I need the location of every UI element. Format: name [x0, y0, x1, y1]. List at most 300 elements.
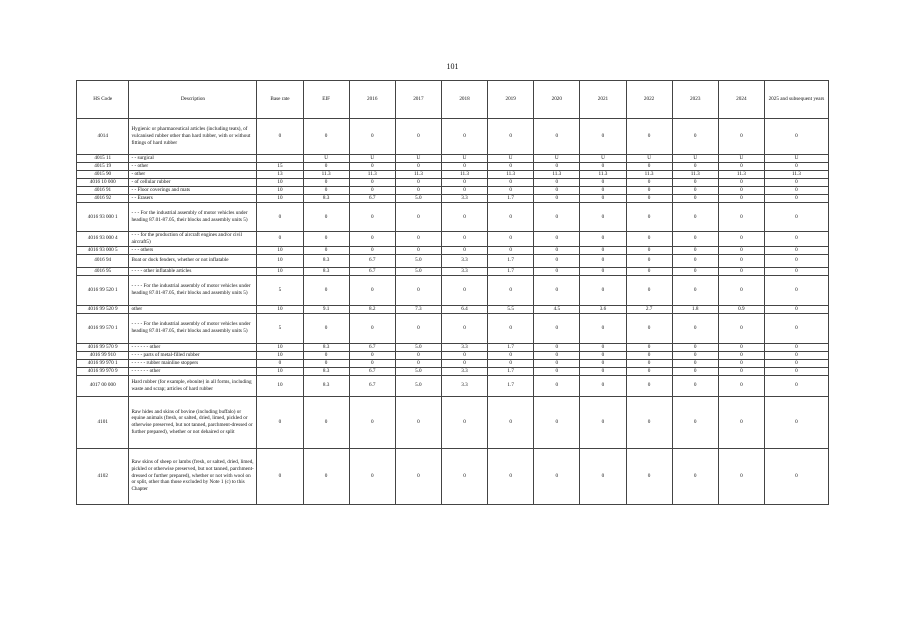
table-row: [77, 232, 829, 247]
rate-cell: 0: [580, 246, 626, 254]
rate-cell: 2.7: [626, 305, 672, 313]
hs-code-cell: 4015 19: [77, 163, 129, 171]
table-row: [77, 396, 829, 448]
rate-cell: U: [441, 155, 487, 163]
description-cell: Raw hides and skins of bovine (including buffalo) or equine animals (fresh, or salted, dried, limed, pickled or otherwise preserved, but not tanned, parchment-dressed or further prepared), whether or not dehaired or split: [129, 396, 257, 448]
rate-cell: 0: [441, 396, 487, 448]
rate-cell: 0: [441, 203, 487, 232]
rate-cell: 0: [718, 187, 764, 195]
rate-cell: 0: [580, 195, 626, 203]
rate-cell: 7.3: [395, 305, 441, 313]
rate-cell: 0: [718, 396, 764, 448]
table-row: [77, 267, 829, 275]
rate-cell: 1.7: [488, 267, 534, 275]
rate-cell: 0: [488, 232, 534, 247]
rate-cell: 0: [626, 187, 672, 195]
description-cell: - - - - parts of metal-filled rubber: [129, 351, 257, 359]
rate-cell: 0: [395, 246, 441, 254]
rate-cell: 0: [580, 396, 626, 448]
rate-cell: 0: [626, 254, 672, 267]
rate-cell: 1.7: [488, 367, 534, 375]
rate-cell: 0: [626, 267, 672, 275]
rate-cell: 11.3: [764, 171, 828, 179]
description-cell: - - - others: [129, 246, 257, 254]
column-header: 2019: [488, 81, 534, 119]
rate-cell: 8.2: [349, 305, 395, 313]
rate-cell: 0: [441, 179, 487, 187]
rate-cell: 0: [672, 119, 718, 155]
rate-cell: 0: [488, 119, 534, 155]
rate-cell: 0: [626, 396, 672, 448]
rate-cell: 0: [626, 375, 672, 396]
rate-cell: 0: [764, 448, 828, 504]
rate-cell: 0: [534, 375, 580, 396]
rate-cell: 0: [718, 267, 764, 275]
base-rate-cell: 15: [257, 163, 303, 171]
rate-cell: 0: [580, 351, 626, 359]
rate-cell: 0: [718, 232, 764, 247]
table-row: [77, 343, 829, 351]
rate-cell: 0: [534, 254, 580, 267]
rate-cell: 0: [534, 275, 580, 305]
column-header: 2017: [395, 81, 441, 119]
rate-cell: 3.3: [441, 254, 487, 267]
rate-cell: 3.3: [441, 375, 487, 396]
rate-cell: 0: [488, 187, 534, 195]
hs-code-cell: 4016 99 970 1: [77, 359, 129, 367]
rate-cell: 0: [672, 396, 718, 448]
hs-code-cell: 4102: [77, 448, 129, 504]
hs-code-cell: 4015 11: [77, 155, 129, 163]
rate-cell: 0: [672, 359, 718, 367]
rate-cell: 0: [764, 351, 828, 359]
rate-cell: 0: [303, 351, 349, 359]
rate-cell: 0: [764, 232, 828, 247]
rate-cell: 0: [303, 448, 349, 504]
rate-cell: 11.3: [534, 171, 580, 179]
hs-code-cell: 4016 93 000 4: [77, 232, 129, 247]
rate-cell: 8.3: [303, 195, 349, 203]
rate-cell: 0: [395, 119, 441, 155]
rate-cell: 1.7: [488, 375, 534, 396]
rate-cell: 0: [395, 351, 441, 359]
rate-cell: 0: [395, 179, 441, 187]
rate-cell: 0: [488, 203, 534, 232]
rate-cell: 0: [534, 313, 580, 343]
rate-cell: 6.7: [349, 267, 395, 275]
column-header: EIF: [303, 81, 349, 119]
rate-cell: 0: [672, 267, 718, 275]
rate-cell: 11.3: [395, 171, 441, 179]
rate-cell: 0: [349, 232, 395, 247]
rate-cell: 0: [534, 367, 580, 375]
rate-cell: 0: [626, 119, 672, 155]
rate-cell: 0: [349, 179, 395, 187]
rate-cell: 0: [534, 195, 580, 203]
rate-cell: 0: [764, 367, 828, 375]
rate-cell: 0: [764, 246, 828, 254]
rate-cell: 0: [718, 275, 764, 305]
base-rate-cell: 10: [257, 343, 303, 351]
table-row: [77, 448, 829, 504]
rate-cell: 0: [580, 275, 626, 305]
rate-cell: 0: [626, 246, 672, 254]
rate-cell: 0: [764, 375, 828, 396]
rate-cell: 0: [303, 119, 349, 155]
base-rate-cell: 10: [257, 367, 303, 375]
rate-cell: 0: [580, 448, 626, 504]
rate-cell: 0: [764, 313, 828, 343]
rate-cell: 0: [764, 275, 828, 305]
rate-cell: 0: [718, 195, 764, 203]
description-cell: - - - - For the industrial assembly of motor vehicles under heading 87.01-87.05, their blocks and assembly units 5): [129, 313, 257, 343]
rate-cell: 6.7: [349, 254, 395, 267]
table-row: [77, 203, 829, 232]
rate-cell: 0: [349, 359, 395, 367]
rate-cell: 0: [441, 448, 487, 504]
hs-code-cell: 4015 90: [77, 171, 129, 179]
base-rate-cell: 0: [257, 203, 303, 232]
rate-cell: 5.0: [395, 254, 441, 267]
rate-cell: 0: [764, 119, 828, 155]
base-rate-cell: 10: [257, 267, 303, 275]
base-rate-cell: 10: [257, 246, 303, 254]
rate-cell: 0: [672, 351, 718, 359]
base-rate-cell: 10: [257, 195, 303, 203]
rate-cell: 0: [672, 195, 718, 203]
rate-cell: 0: [395, 232, 441, 247]
description-cell: - other: [129, 171, 257, 179]
rate-cell: 4.5: [534, 305, 580, 313]
table-row: [77, 359, 829, 367]
rate-cell: 0: [626, 343, 672, 351]
rate-cell: 0: [672, 203, 718, 232]
hs-code-cell: 4101: [77, 396, 129, 448]
rate-cell: 0: [395, 275, 441, 305]
rate-cell: 3.3: [441, 367, 487, 375]
rate-cell: 8.3: [303, 254, 349, 267]
rate-cell: 0: [303, 246, 349, 254]
rate-cell: 0: [488, 396, 534, 448]
rate-cell: 0: [718, 163, 764, 171]
rate-cell: 0: [303, 187, 349, 195]
rate-cell: 0: [580, 367, 626, 375]
rate-cell: 0: [626, 275, 672, 305]
rate-cell: 0: [672, 179, 718, 187]
rate-cell: 5.0: [395, 267, 441, 275]
base-rate-cell: 0: [257, 359, 303, 367]
rate-cell: 1.7: [488, 254, 534, 267]
rate-cell: 5.0: [395, 343, 441, 351]
rate-cell: 0: [626, 359, 672, 367]
description-cell: - - Floor coverings and mats: [129, 187, 257, 195]
hs-code-cell: 4017 00 000: [77, 375, 129, 396]
hs-code-cell: 4016 99 970 9: [77, 367, 129, 375]
column-header: Base rate: [257, 81, 303, 119]
description-cell: - - other: [129, 163, 257, 171]
rate-cell: U: [580, 155, 626, 163]
rate-cell: 0: [395, 163, 441, 171]
rate-cell: 0: [580, 254, 626, 267]
rate-cell: 0: [672, 187, 718, 195]
rate-cell: 0: [764, 343, 828, 351]
column-header: 2022: [626, 81, 672, 119]
rate-cell: 0: [534, 343, 580, 351]
rate-cell: 11.3: [349, 171, 395, 179]
rate-cell: 0: [488, 179, 534, 187]
table-row: [77, 313, 829, 343]
rate-cell: 0: [534, 203, 580, 232]
rate-cell: 0: [764, 203, 828, 232]
base-rate-cell: 0: [257, 396, 303, 448]
header-row: [77, 81, 829, 119]
rate-cell: 0: [718, 359, 764, 367]
rate-cell: 0: [672, 254, 718, 267]
description-cell: - - - - - - other: [129, 367, 257, 375]
rate-cell: 0: [349, 203, 395, 232]
rate-cell: 0: [303, 359, 349, 367]
rate-cell: 0: [764, 163, 828, 171]
rate-cell: 8.3: [303, 343, 349, 351]
rate-cell: 0: [534, 187, 580, 195]
description-cell: Hard rubber (for example, ebonite) in all forms, including waste and scrap; articles of hard rubber: [129, 375, 257, 396]
table-row: [77, 375, 829, 396]
rate-cell: 8.3: [303, 267, 349, 275]
column-header: HS Code: [77, 81, 129, 119]
rate-cell: 3.6: [580, 305, 626, 313]
rate-cell: 0.9: [718, 305, 764, 313]
rate-cell: 0: [534, 448, 580, 504]
rate-cell: 0: [349, 313, 395, 343]
rate-cell: 6.7: [349, 367, 395, 375]
column-header: 2023: [672, 81, 718, 119]
rate-cell: 0: [349, 275, 395, 305]
rate-cell: 0: [395, 203, 441, 232]
rate-cell: 0: [718, 313, 764, 343]
rate-cell: 0: [764, 187, 828, 195]
description-cell: - - - - For the industrial assembly of motor vehicles under heading 87.01-87.05, their blocks and assembly units 5): [129, 275, 257, 305]
rate-cell: U: [718, 155, 764, 163]
rate-cell: 0: [534, 163, 580, 171]
hs-code-cell: 4016 92: [77, 195, 129, 203]
rate-cell: 0: [718, 343, 764, 351]
rate-cell: 0: [672, 343, 718, 351]
rate-cell: 0: [718, 203, 764, 232]
table-row: [77, 171, 829, 179]
rate-cell: 8.3: [303, 375, 349, 396]
rate-cell: 0: [441, 163, 487, 171]
rate-cell: 0: [764, 254, 828, 267]
rate-cell: U: [764, 155, 828, 163]
column-header: 2016: [349, 81, 395, 119]
table-row: [77, 187, 829, 195]
column-header: Description: [129, 81, 257, 119]
base-rate-cell: 13: [257, 171, 303, 179]
rate-cell: 0: [488, 275, 534, 305]
description-cell: Raw skins of sheep or lambs (fresh, or salted, dried, limed, pickled or otherwise preserved, but not tanned, parchment-dressed or further prepared), whether or not with wool on or split, other than those excluded by Note 1 (c) to this Chapter: [129, 448, 257, 504]
rate-cell: 0: [764, 396, 828, 448]
rate-cell: 0: [718, 448, 764, 504]
rate-cell: 0: [441, 351, 487, 359]
rate-cell: 0: [303, 232, 349, 247]
rate-cell: 0: [580, 232, 626, 247]
base-rate-cell: 10: [257, 187, 303, 195]
rate-cell: 0: [764, 179, 828, 187]
table-row: [77, 195, 829, 203]
rate-cell: 0: [303, 203, 349, 232]
base-rate-cell: 10: [257, 375, 303, 396]
base-rate-cell: 10: [257, 254, 303, 267]
rate-cell: 0: [488, 163, 534, 171]
rate-cell: 0: [672, 313, 718, 343]
rate-cell: 1.7: [488, 195, 534, 203]
description-cell: other: [129, 305, 257, 313]
table-row: [77, 246, 829, 254]
rate-cell: 11.3: [672, 171, 718, 179]
rate-cell: 0: [626, 313, 672, 343]
base-rate-cell: 0: [257, 448, 303, 504]
rate-cell: 0: [718, 119, 764, 155]
hs-code-cell: 4016 99 520 1: [77, 275, 129, 305]
column-header: 2021: [580, 81, 626, 119]
rate-cell: 0: [441, 275, 487, 305]
description-cell: - - - for the production of aircraft engines and/or civil aircraft5): [129, 232, 257, 247]
rate-cell: 0: [303, 179, 349, 187]
rate-cell: 0: [349, 187, 395, 195]
base-rate-cell: 5: [257, 313, 303, 343]
rate-cell: 0: [441, 359, 487, 367]
hs-code-cell: 4016 99 570 9: [77, 343, 129, 351]
rate-cell: U: [395, 155, 441, 163]
table-row: [77, 351, 829, 359]
rate-cell: 0: [395, 187, 441, 195]
rate-cell: 0: [534, 179, 580, 187]
hs-code-cell: 4014: [77, 119, 129, 155]
rate-cell: 0: [626, 351, 672, 359]
description-cell: - - surgical: [129, 155, 257, 163]
rate-cell: 0: [626, 179, 672, 187]
rate-cell: 0: [441, 119, 487, 155]
rate-cell: 0: [488, 448, 534, 504]
column-header: 2020: [534, 81, 580, 119]
rate-cell: 0: [580, 187, 626, 195]
description-cell: Boat or dock fenders, whether or not inflatable: [129, 254, 257, 267]
rate-cell: 8.3: [303, 367, 349, 375]
rate-cell: 0: [580, 267, 626, 275]
hs-code-cell: 4016 93 000 5: [77, 246, 129, 254]
rate-cell: 0: [626, 203, 672, 232]
rate-cell: 0: [672, 275, 718, 305]
rate-cell: U: [488, 155, 534, 163]
rate-cell: 0: [580, 359, 626, 367]
rate-cell: 0: [534, 232, 580, 247]
hs-code-cell: 4016 94: [77, 254, 129, 267]
rate-cell: 0: [349, 396, 395, 448]
rate-cell: 0: [303, 396, 349, 448]
rate-cell: 6.7: [349, 195, 395, 203]
rate-cell: 3.3: [441, 343, 487, 351]
rate-cell: 0: [626, 367, 672, 375]
rate-cell: 0: [488, 313, 534, 343]
rate-cell: 5.5: [488, 305, 534, 313]
rate-cell: 0: [672, 232, 718, 247]
base-rate-cell: 10: [257, 179, 303, 187]
description-cell: Hygienic or pharmaceutical articles (including teats), of vulcanised rubber other than hard rubber, with or without fittings of hard rubber: [129, 119, 257, 155]
rate-cell: 0: [395, 396, 441, 448]
base-rate-cell: 0: [257, 232, 303, 247]
table-row: [77, 305, 829, 313]
rate-cell: 0: [672, 375, 718, 396]
rate-cell: 11.3: [488, 171, 534, 179]
rate-cell: 0: [718, 367, 764, 375]
base-rate-cell: 10: [257, 351, 303, 359]
hs-code-cell: 4016 10 000: [77, 179, 129, 187]
rate-cell: U: [303, 155, 349, 163]
table-row: [77, 155, 829, 163]
base-rate-cell: 10: [257, 305, 303, 313]
rate-cell: 0: [626, 448, 672, 504]
rate-cell: 0: [488, 359, 534, 367]
table-body: [77, 119, 829, 505]
rate-cell: 0: [672, 448, 718, 504]
rate-cell: 1.7: [488, 343, 534, 351]
rate-cell: 0: [349, 246, 395, 254]
column-header: 2018: [441, 81, 487, 119]
hs-code-cell: 4016 95: [77, 267, 129, 275]
table-row: [77, 275, 829, 305]
rate-cell: 0: [672, 246, 718, 254]
rate-cell: 5.0: [395, 375, 441, 396]
rate-cell: 5.0: [395, 195, 441, 203]
rate-cell: 0: [764, 195, 828, 203]
rate-cell: 0: [349, 119, 395, 155]
rate-cell: 0: [441, 232, 487, 247]
rate-cell: 0: [672, 367, 718, 375]
rate-cell: 0: [534, 396, 580, 448]
rate-cell: 0: [580, 119, 626, 155]
base-rate-cell: 5: [257, 275, 303, 305]
rate-cell: 3.3: [441, 195, 487, 203]
page-number: 101: [446, 62, 459, 71]
description-cell: - - - - - - other: [129, 343, 257, 351]
column-header: 2025 and subsequent years: [764, 81, 828, 119]
table-row: [77, 179, 829, 187]
description-cell: - of cellular rubber: [129, 179, 257, 187]
rate-cell: 6.7: [349, 375, 395, 396]
rate-cell: 11.3: [580, 171, 626, 179]
rate-cell: 0: [626, 195, 672, 203]
base-rate-cell: [257, 155, 303, 163]
rate-cell: 0: [672, 163, 718, 171]
rate-cell: 0: [395, 313, 441, 343]
rate-cell: U: [626, 155, 672, 163]
rate-cell: 6.4: [441, 305, 487, 313]
rate-cell: 0: [441, 313, 487, 343]
rate-cell: 3.3: [441, 267, 487, 275]
rate-cell: 5.0: [395, 367, 441, 375]
rate-cell: 0: [395, 448, 441, 504]
rate-cell: 0: [303, 275, 349, 305]
rate-cell: 0: [534, 246, 580, 254]
rate-cell: U: [349, 155, 395, 163]
rate-cell: 0: [303, 163, 349, 171]
rate-cell: 0: [488, 246, 534, 254]
rate-cell: 0: [534, 351, 580, 359]
table-row: [77, 163, 829, 171]
column-header: 2024: [718, 81, 764, 119]
rate-cell: 11.3: [303, 171, 349, 179]
hs-code-cell: 4016 91: [77, 187, 129, 195]
